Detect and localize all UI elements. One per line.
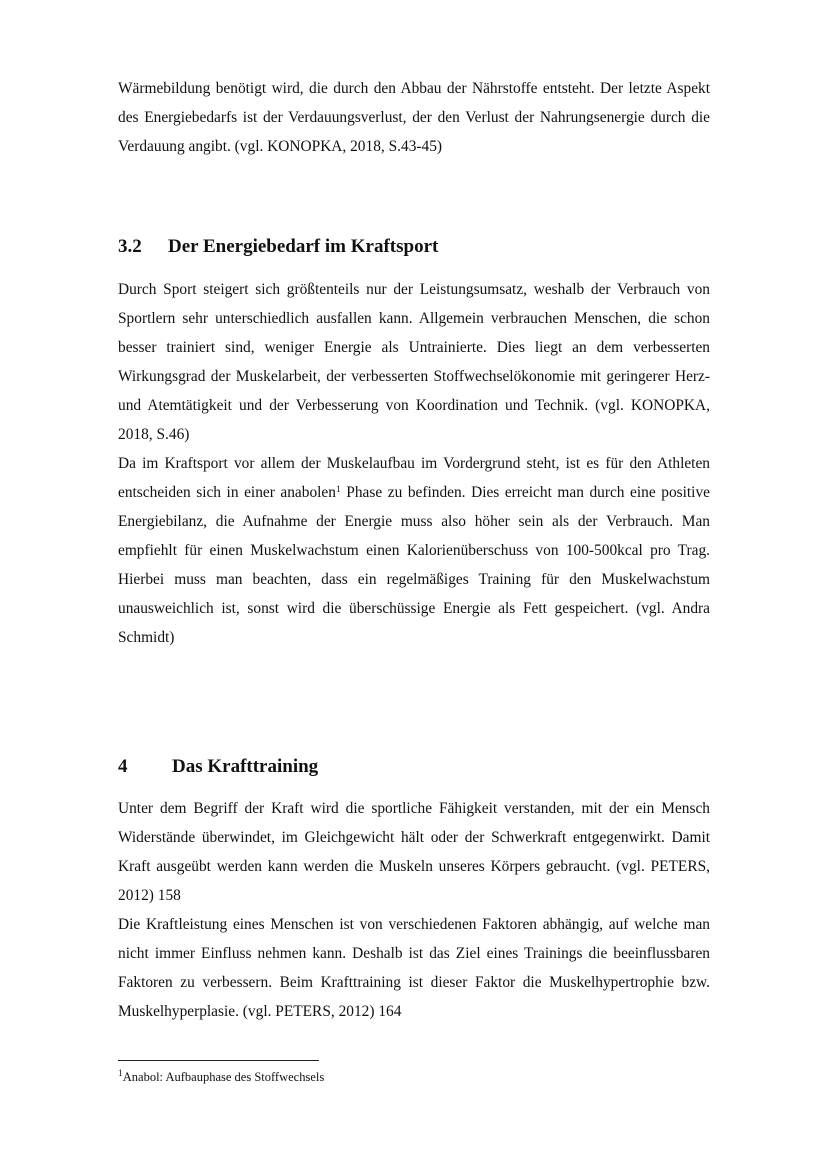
paragraph-2-text-before: Da im Kraftsport vor allem der Muskelaufbau im Vordergrund steht, ist es für den Athleten entscheiden sich in einer anabolen: [118, 455, 710, 501]
section-4-paragraph-1: Unter dem Begriff der Kraft wird die sportliche Fähigkeit verstanden, mit der ein Mensch Widerstände überwindet, im Gleichgewicht hält oder der Schwerkraft entgegenwirkt. Damit Kraft ausgeübt werden kann werden die Muskeln unseres Körpers gebraucht. (vgl. PETERS, 2012) 158: [118, 800, 710, 904]
section-3-2-title: Der Energiebedarf im Kraftsport: [168, 236, 439, 257]
section-3-2-heading: [118, 236, 438, 258]
section-4-number: 4: [118, 756, 128, 777]
section-4-body: [118, 794, 710, 1026]
section-3-2-number: 3.2: [118, 236, 142, 257]
footnote-reference[interactable]: 1: [335, 485, 341, 495]
section-3-2-paragraph-1: Durch Sport steigert sich größtenteils nur der Leistungsumsatz, weshalb der Verbrauch von Sportlern sehr unterschiedlich ausfallen kann. Allgemein verbrauchen Menschen, die schon besser trainiert sind, weniger Energie als Untrainierte. Dies liegt an dem verbesserten Wirkungsgrad der Muskelarbeit, der verbesserten Stoffwechselökonomie mit geringerer Herz- und Atemtätigkeit und der Verbesserung von Koordination und Technik. (vgl. KONOPKA, 2018, S.46): [118, 281, 710, 443]
intro-block: [118, 74, 710, 161]
footnote-text: Anabol: Aufbauphase des Stoffwechsels: [122, 1070, 325, 1084]
footnote-marker: 1: [118, 1069, 123, 1079]
section-4-title: Das Krafttraining: [172, 756, 319, 777]
intro-paragraph: Wärmebildung benötigt wird, die durch den Abbau der Nährstoffe entsteht. Der letzte Aspekt des Energiebedarfs ist der Verdauungsverlust, der den Verlust der Nahrungsenergie durch die Verdauung angibt. (vgl. KONOPKA, 2018, S.43-45): [118, 80, 710, 155]
footnote-divider: [118, 1060, 319, 1061]
footnote: [118, 1068, 324, 1086]
paragraph-2-text-after: Phase zu befinden. Dies erreicht man durch eine positive Energiebilanz, die Aufnahme der Energie muss also höher sein als der Verbrauch. Man empfiehlt für einen Muskelwachstum einen Kalorienüberschuss von 100-500kcal pro Trag. Hierbei muss man beachten, dass ein regelmäßiges Training für den Muskelwachstum unausweichlich ist, sonst wird die überschüssige Energie als Fett gespeichert. (vgl. Andra Schmidt): [118, 484, 710, 646]
section-3-2-paragraph-2: [118, 449, 710, 652]
section-4-paragraph-2: Die Kraftleistung eines Menschen ist von verschiedenen Faktoren abhängig, auf welche man nicht immer Einfluss nehmen kann. Deshalb ist das Ziel eines Trainings die beeinflussbaren Faktoren zu verbessern. Beim Krafttraining ist dieser Faktor die Muskelhypertrophie bzw. Muskelhyperplasie. (vgl. PETERS, 2012) 164: [118, 916, 710, 1020]
section-4-heading: [118, 756, 318, 778]
section-3-2-body: [118, 275, 710, 652]
